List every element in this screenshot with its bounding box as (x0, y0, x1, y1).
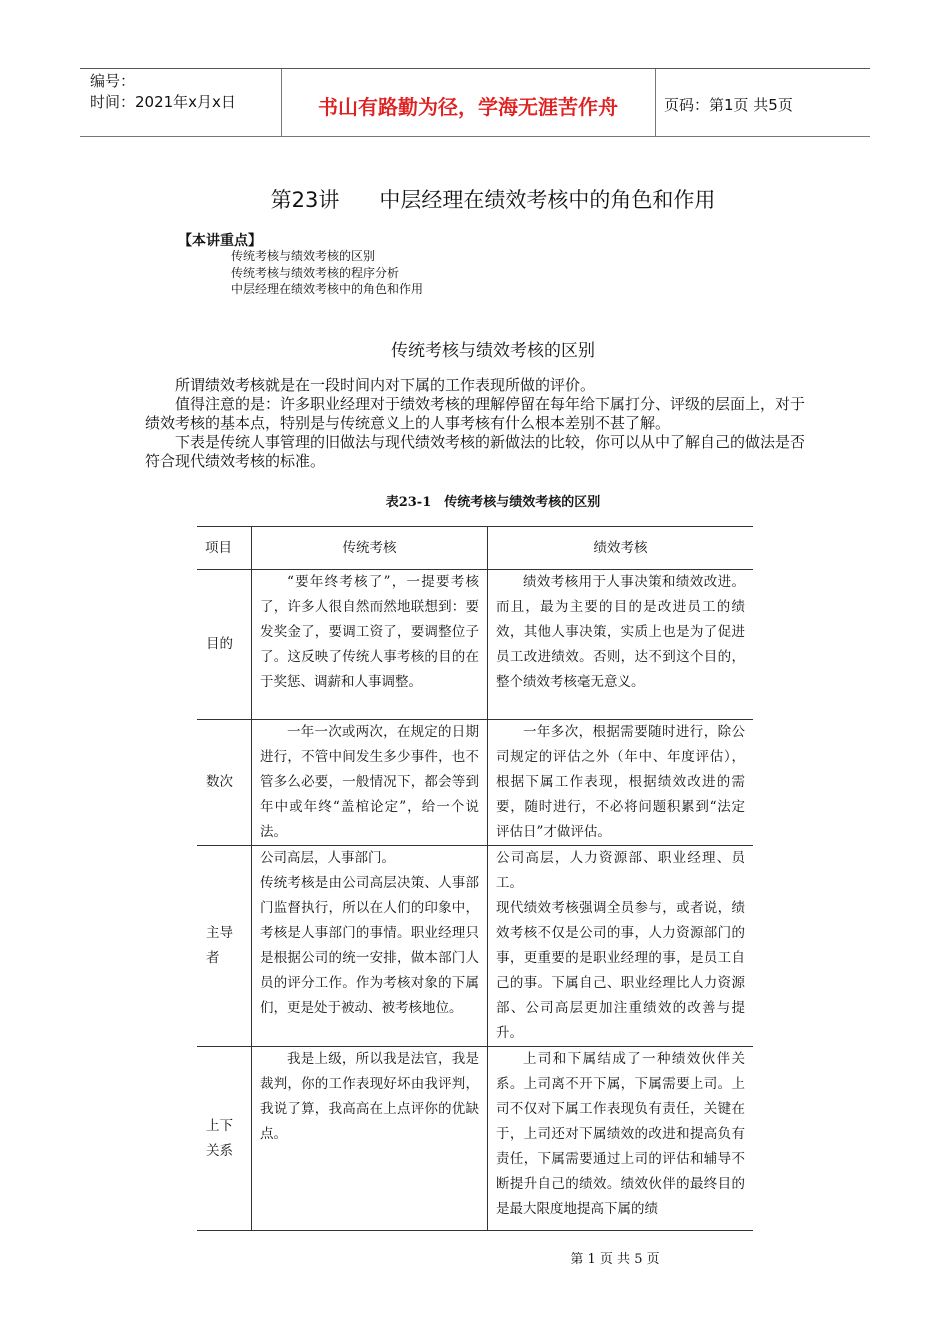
header-meta (90, 71, 236, 113)
section-title: 传统考核与绩效考核的区别 (391, 341, 595, 361)
row-label: 主导者 (206, 925, 233, 966)
table-header-row (197, 527, 753, 570)
page-footer: 第 1 页 共 5 页 (570, 1252, 660, 1267)
paragraph: 所谓绩效考核就是在一段时间内对下属的工作表现所做的评价。 (175, 376, 596, 394)
key-point: 中层经理在绩效考核中的角色和作用 (231, 282, 424, 296)
header-cell: 绩效考核 (488, 527, 754, 570)
key-points-list (231, 248, 423, 298)
table-caption: 表23-1 传统考核与绩效考核的区别 (385, 495, 601, 510)
traditional-cell (252, 846, 488, 1047)
performance-lead: 公司高层，人力资源部、职业经理、员工。 (496, 850, 745, 891)
key-point: 传统考核与绩效考核的区别 (231, 249, 376, 263)
traditional-lead: 公司高层，人事部门。 (260, 850, 395, 866)
body-text (145, 376, 805, 471)
header-cell: 项目 (205, 539, 232, 556)
performance-cell: 上司和下属结成了一种绩效伙伴关系。上司离不开下属，下属需要上司。上司不仅对下属工作表现负有责任，关键在于，上司还对下属绩效的改进和提高负有责任，下属需要通过上司的评估和辅导不断提升自己的绩效。绩效伙伴的最终目的是最大限度地提高下属的绩 (488, 1047, 754, 1231)
table-row (197, 570, 753, 720)
divider (655, 69, 656, 136)
performance-cell: 绩效考核用于人事决策和绩效改进。而且，最为主要的目的是改进员工的绩效，其他人事决策，实质上也是为了促进员工改进绩效。否则，达不到这个目的，整个绩效考核毫无意义。 (488, 570, 754, 720)
row-label: 数次 (206, 774, 233, 790)
date-label: 时间：2021年x月x日 (90, 93, 236, 111)
row-label: 上下关系 (206, 1117, 233, 1159)
header-page-info: 页码：第1页 共5页 (664, 96, 793, 114)
table-row (197, 720, 753, 846)
number-label: 编号： (90, 72, 136, 90)
paragraph: 下表是传统人事管理的旧做法与现代绩效考核的新做法的比较，你可以从中了解自己的做法是否符合现代绩效考核的标准。 (145, 433, 806, 470)
performance-cell (488, 846, 754, 1047)
row-label: 目的 (206, 636, 233, 652)
traditional-cell: 一年一次或两次，在规定的日期进行，不管中间发生多少事件，也不管多么必要，一般情况下，都会等到年中或年终“盖棺论定”，给一个说法。 (252, 720, 488, 846)
page-header (80, 68, 870, 137)
comparison-table (197, 526, 753, 1231)
traditional-cell: “要年终考核了”，一提要考核了，许多人很自然而然地联想到：要发奖金了，要调工资了，要调整位子了。这反映了传统人事考核的目的在于奖惩、调薪和人事调整。 (252, 570, 488, 720)
traditional-cell: 我是上级，所以我是法官，我是裁判，你的工作表现好坏由我评判，我说了算，我高高在上点评你的优缺点。 (252, 1047, 488, 1231)
performance-text: 现代绩效考核强调全员参与，或者说，绩效考核不仅是公司的事，人力资源部门的事，更重要的是职业经理的事，是员工自己的事。下属自己、职业经理比人力资源部、公司高层更加注重绩效的改善与提升。 (496, 900, 745, 1041)
table-row (197, 846, 753, 1047)
key-point: 传统考核与绩效考核的程序分析 (231, 265, 400, 280)
paragraph: 值得注意的是：许多职业经理对于绩效考核的理解停留在每年给下属打分、评级的层面上，对于绩效考核的基本点，特别是与传统意义上的人事考核有什么根本差别不甚了解。 (145, 395, 806, 432)
performance-cell: 一年多次，根据需要随时进行，除公司规定的评估之外（年中、年度评估），根据下属工作表现，根据绩效改进的需要，随时进行，不必将问题积累到“法定评估日”才做评估。 (488, 720, 754, 846)
header-cell: 传统考核 (252, 527, 488, 570)
table-row (197, 1047, 753, 1231)
lecture-title: 第23讲 中层经理在绩效考核中的角色和作用 (270, 188, 716, 212)
key-points-heading: 【本讲重点】 (178, 233, 262, 249)
header-motto: 书山有路勤为径，学海无涯苦作舟 (318, 95, 618, 119)
traditional-text: 传统考核是由公司高层决策、人事部门监督执行，所以在人们的印象中，考核是人事部门的事情。职业经理只是根据公司的统一安排，做本部门人员的评分工作。作为考核对象的下属们，更是处于被动、被考核地位。 (260, 875, 479, 1016)
